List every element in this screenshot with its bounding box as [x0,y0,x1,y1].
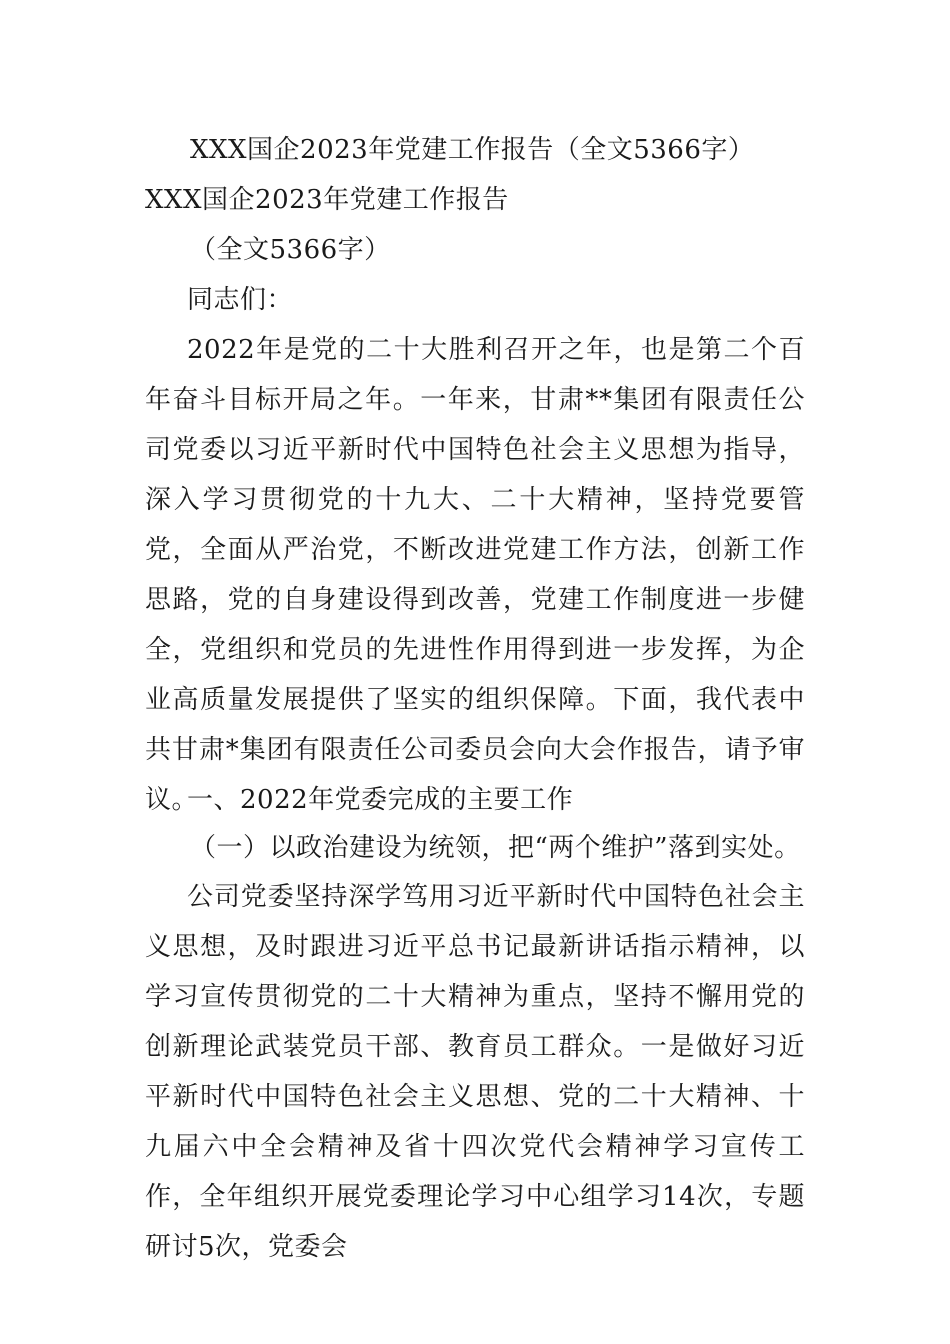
word-count-note: （全文5366字） [190,235,391,265]
subsection-heading: （一）以政治建设为统领，把“两个维护”落到实处。 [190,833,801,863]
section-heading: 一、2022年党委完成的主要工作 [187,785,574,815]
salutation: 同志们： [187,285,294,315]
document-title: XXX国企2023年党建工作报告（全文5366字） [190,135,755,165]
subsection-paragraph: 公司党委坚持深学笃用习近平新时代中国特色社会主义思想，及时跟进习近平总书记最新讲话指示精神，以学习宣传贯彻党的二十大精神为重点，坚持不懈用党的创新理论武装党员干部、教育员工群众。一是做好习近平新时代中国特色社会主义思想、党的二十大精神、十九届六中全会精神及省十四次党代会精神学习宣传工作，全年组织开展党委理论学习中心组学习14次，专题研讨5次，党委会 [145,882,805,1262]
intro-paragraph: 2022年是党的二十大胜利召开之年，也是第二个百年奋斗目标开局之年。一年来，甘肃**集团有限责任公司党委以习近平新时代中国特色社会主义思想为指导，深入学习贯彻党的十九大、二十大精神，坚持党要管党，全面从严治党，不断改进党建工作方法，创新工作思路，党的自身建设得到改善，党建工作制度进一步健全，党组织和党员的先进性作用得到进一步发挥，为企业高质量发展提供了坚实的组织保障。下面，我代表中共甘肃*集团有限责任公司委员会向大会作报告，请予审议。 [145,335,805,815]
document-subtitle: XXX国企2023年党建工作报告 [145,185,509,215]
